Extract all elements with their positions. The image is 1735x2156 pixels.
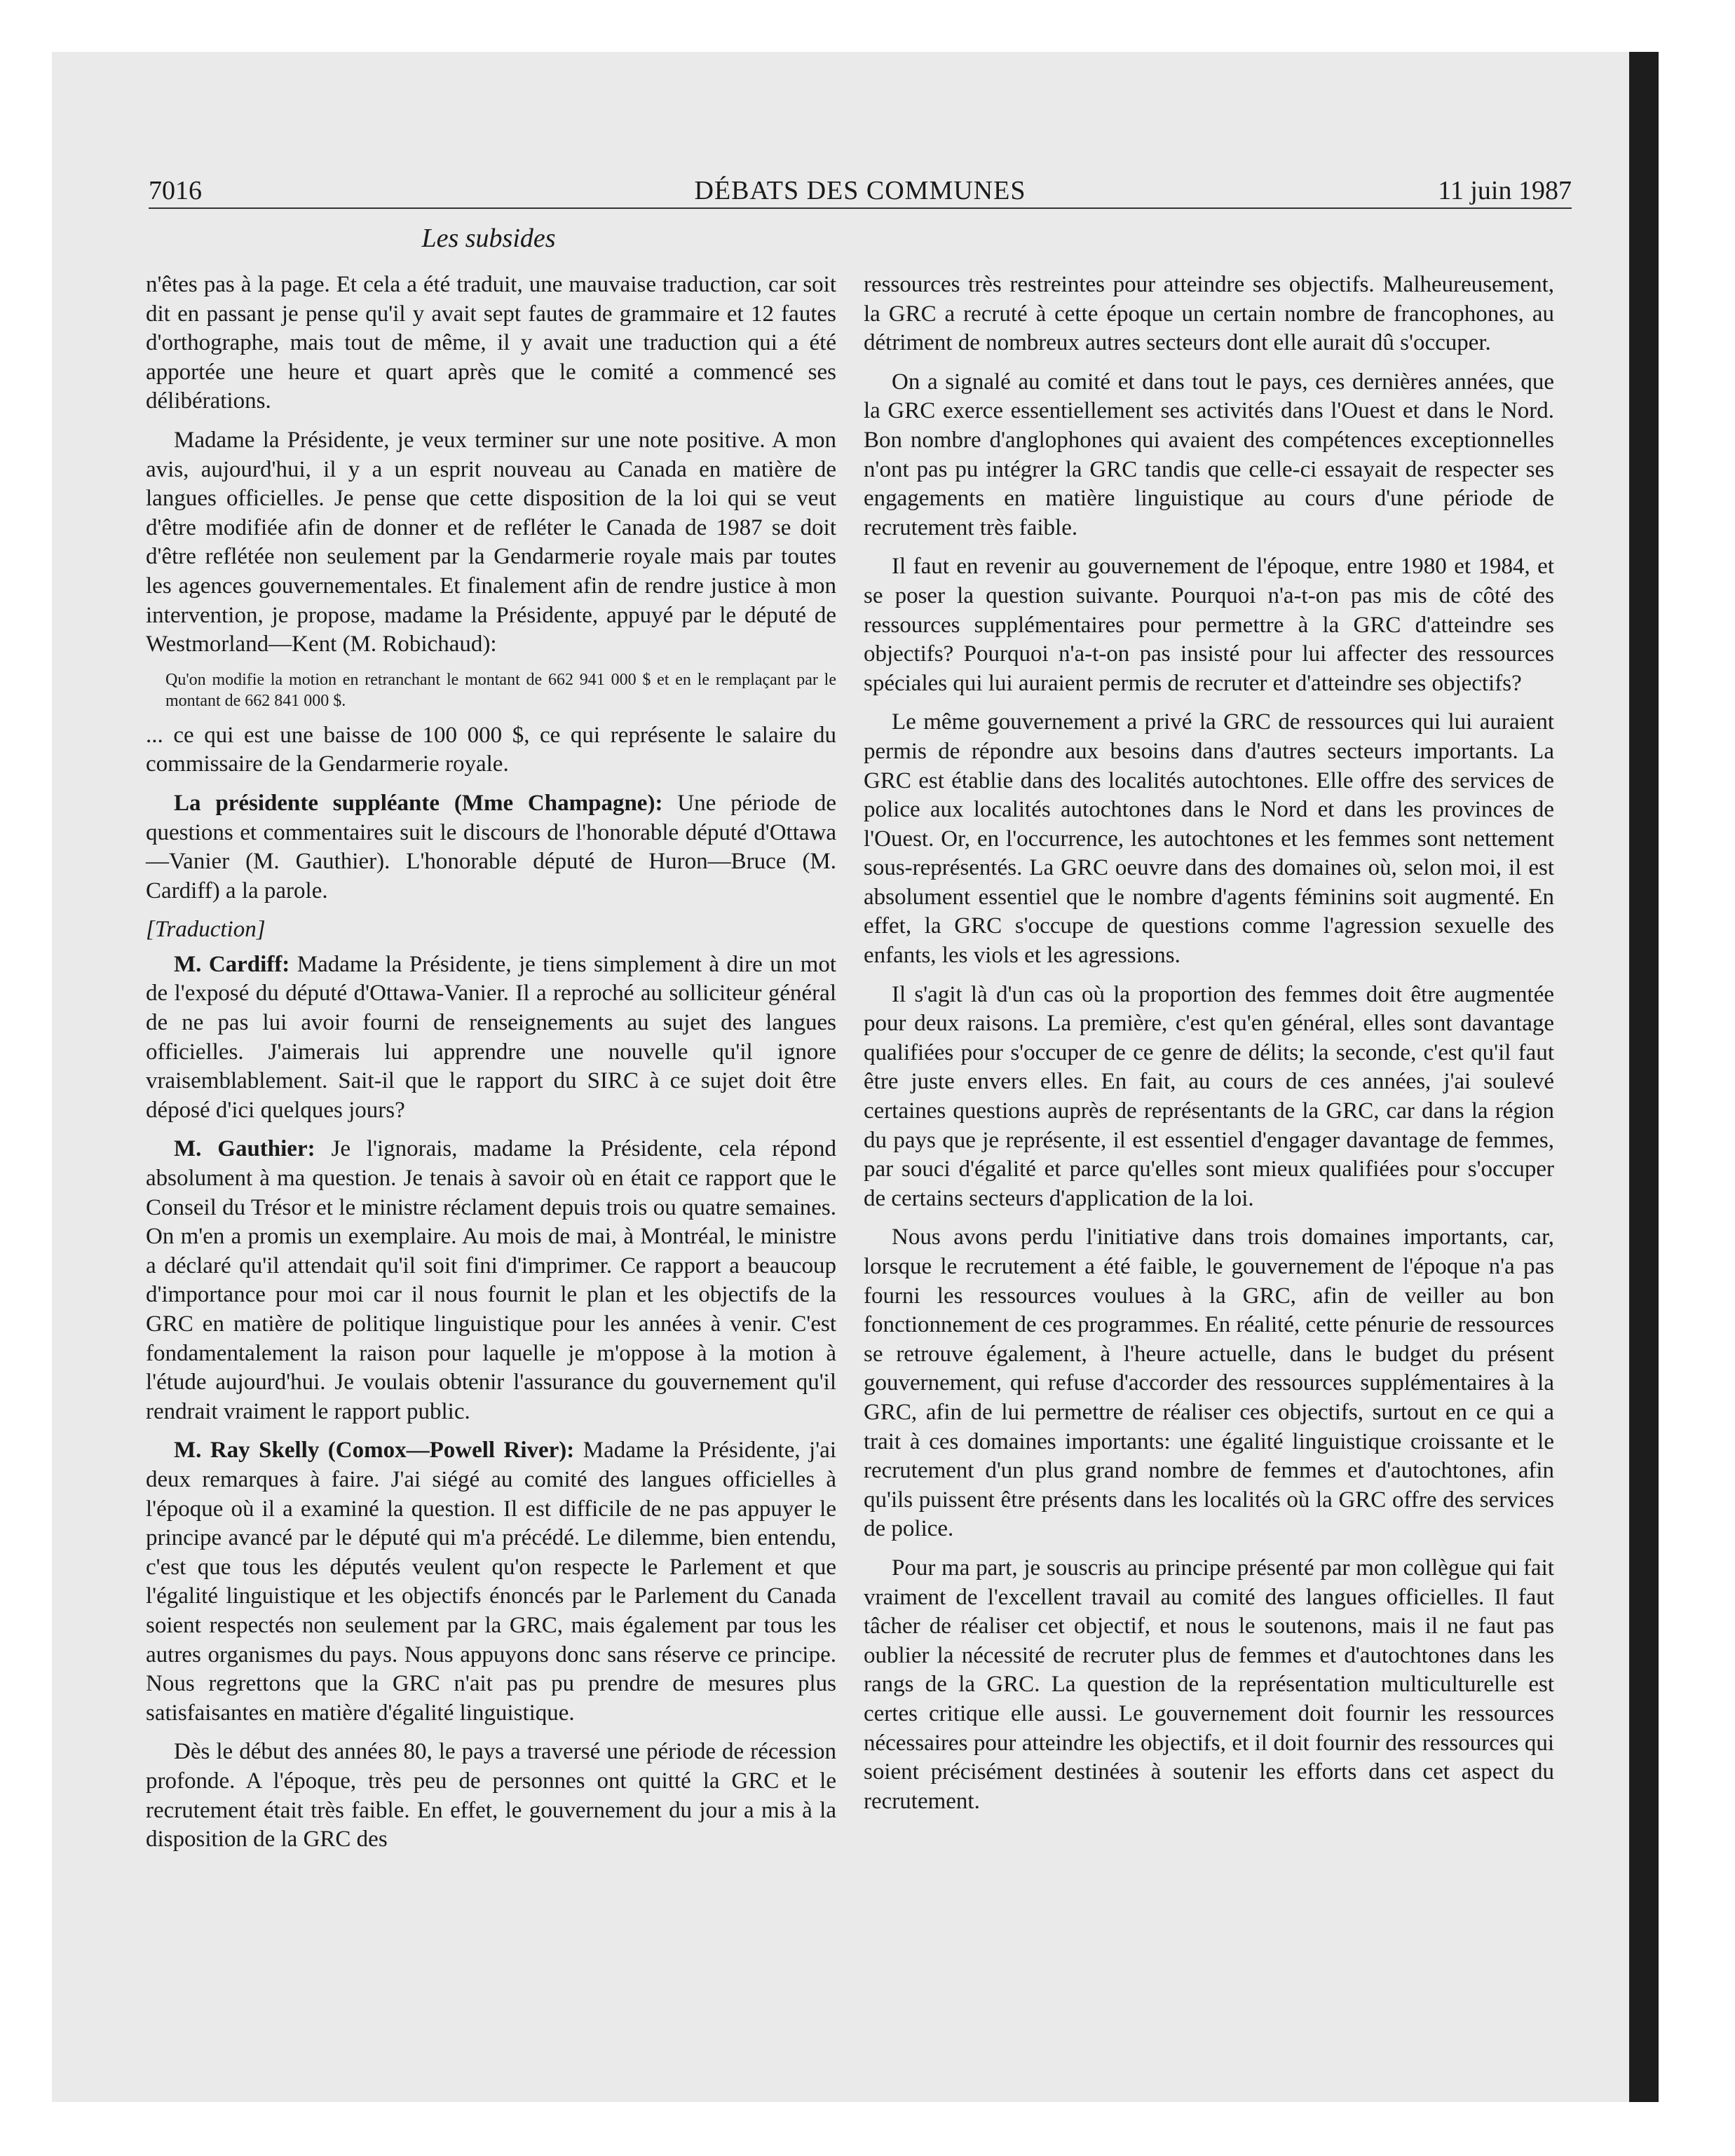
paragraph: Le même gouvernement a privé la GRC de ressources qui lui auraient permis de répondre aux besoins dans d'autres secteurs importants. La GRC est établie dans des localités autochtones. Elle offre des services de police aux localités autochtones dans le Nord et dans les provinces de l'Ouest. Or, en l'occurrence, les autochtones et les femmes sont nettement sous-représentés. La GRC oeuvre dans des domaines où, selon moi, il est absolument essentiel que le nombre d'agents féminins soit augmenté. En effet, la GRC s'occupe de questions comme l'agression sexuelle des enfants, les viols et les agressions. xyxy=(864,709,1554,969)
speaker-name: M. Ray Skelly (Comox—Powell River): xyxy=(174,1438,575,1464)
publication-title: DÉBATS DES COMMUNES xyxy=(694,176,1026,205)
speech-text: Une période de questions et commentaires suit le discours de l'honorable député d'Ottawa—Vanier (M. Gauthier). L'honorable député de Huron—Bruce (M. Cardiff) a la parole. xyxy=(146,790,836,903)
speech-text: Je l'ignorais, madame la Présidente, cela répond absolument à ma question. Je tenais à savoir où en était ce rapport que le Conseil du Trésor et le ministre réclament depuis trois ou quatre semaines. On m'en a promis un exemplaire. Au mois de mai, à Montréal, le ministre a déclaré qu'il attendait qu'il soit fini d'imprimer. Ce rapport a beaucoup d'importance pour moi car il nous fournit le plan et les objectifs de la GRC en matière de politique linguistique pour les années à venir. C'est fondamentalement la raison pour laquelle je m'oppose à la motion à l'étude aujourd'hui. Je voulais obtenir l'assurance du gouvernement qu'il rendrait vraiment le rapport public. xyxy=(146,1136,836,1424)
paragraph: Il faut en revenir au gouvernement de l'époque, entre 1980 et 1984, et se poser la question suivante. Pourquoi n'a-t-on pas mis de côté des ressources supplémentaires pour permettre à la GRC d'atteindre ses objectifs? Pourquoi n'a-t-on pas insisté pour lui affecter des ressources spéciales qui lui auraient permis de recruter et d'atteindre ses objectifs? xyxy=(864,554,1554,696)
binding-edge xyxy=(1629,52,1659,2102)
paragraph: ... ce qui est une baisse de 100 000 $, ce qui représente le salaire du commissaire de la Gendarmerie royale. xyxy=(146,722,836,777)
left-column xyxy=(146,271,836,1864)
paragraph: ressources très restreintes pour atteindre ses objectifs. Malheureusement, la GRC a recruté à cette époque un certain nombre de francophones, au détriment de nombreux autres secteurs dont elle aurait dû s'occuper. xyxy=(864,272,1554,356)
paragraph: n'êtes pas à la page. Et cela a été traduit, une mauvaise traduction, car soit dit en passant je pense qu'il y avait sept fautes de grammaire et 12 fautes d'orthographe, mais tout de même, il y avait une traduction qui a été apportée une heure et quart après que le comité a commencé ses délibérations. xyxy=(146,272,836,414)
speaker-name: La présidente suppléante (Mme Champagne): xyxy=(174,790,663,816)
speech-paragraph xyxy=(146,950,836,1126)
issue-date: 11 juin 1987 xyxy=(1438,176,1572,205)
speech-paragraph xyxy=(146,1135,836,1426)
section-title: Les subsides xyxy=(421,224,556,253)
speaker-name: M. Gauthier: xyxy=(174,1136,315,1162)
paragraph: Il s'agit là d'un cas où la proportion des femmes doit être augmentée pour deux raisons. La première, c'est qu'en général, elles sont davantage qualifiées pour s'occuper de ce genre de délits; la seconde, c'est qu'il faut être juste envers elles. En fait, au cours de ces années, j'ai soulevé certaines questions auprès de représentants de la GRC, car dans la région du pays que je représente, il est essentiel d'engager davantage de femmes, par souci d'égalité et parce qu'elles sont mieux qualifiées pour s'occuper de certains secteurs d'application de la loi. xyxy=(864,981,1554,1211)
speech-paragraph xyxy=(146,789,836,906)
page-number: 7016 xyxy=(149,176,202,205)
motion-text: Qu'on modifie la motion en retranchant le montant de 662 941 000 $ et en le remplaçant par le montant de 662 841 000 $. xyxy=(165,670,836,710)
paragraph: On a signalé au comité et dans tout le pays, ces dernières années, que la GRC exerce essentiellement ses activités dans l'Ouest et dans le Nord. Bon nombre d'anglophones qui avaient des compétences exceptionnelles n'ont pas pu intégrer la GRC tandis que celle-ci essayait de respecter ses engagements en matière linguistique au cours d'une période de recrutement très faible. xyxy=(864,369,1554,540)
right-column xyxy=(864,271,1554,1826)
paragraph: Madame la Présidente, je veux terminer sur une note positive. A mon avis, aujourd'hui, il y a un esprit nouveau au Canada en matière de langues officielles. Je pense que cette disposition de la loi qui se veut d'être modifiée afin de donner et de refléter le Canada de 1987 se doit d'être reflétée non seulement par la Gendarmerie royale mais par toutes les agences gouvernementales. Et finalement afin de rendre justice à mon intervention, je propose, madame la Présidente, appuyé par le député de Westmorland—Kent (M. Robichaud): xyxy=(146,427,836,657)
speech-text: Madame la Présidente, je tiens simplement à dire un mot de l'exposé du député d'Ottawa-Vanier. Il a reproché au solliciteur général de ne pas lui avoir fourni de renseignements au sujet des langues officielles. J'aimerais lui apprendre une nouvelle qu'il ignore vraisemblablement. Sait-il que le rapport du SIRC à ce sujet doit être déposé d'ici quelques jours? xyxy=(146,951,836,1123)
speech-paragraph xyxy=(146,1436,836,1728)
speaker-name: M. Cardiff: xyxy=(174,951,290,977)
paragraph: Pour ma part, je souscris au principe présenté par mon collègue qui fait vraiment de l'excellent travail au comité des langues officielles. Il faut tâcher de réaliser cet objectif, et nous le soutenons, mais il ne faut pas oublier la nécessité de recruter plus de femmes et d'autochtones dans les rangs de la GRC. La question de la représentation multiculturelle est certes critique elle aussi. Le gouvernement doit fournir les ressources nécessaires pour atteindre les objectifs, et il doit fournir des ressources qui soient précisément destinées à soutenir les efforts dans cet aspect du recrutement. xyxy=(864,1555,1554,1814)
speech-text: Madame la Présidente, j'ai deux remarques à faire. J'ai siégé au comité des langues officielles à l'époque où il a examiné la question. Il est difficile de ne pas appuyer le principe avancé par le député qui m'a précédé. Le dilemme, bien entendu, c'est que tous les députés veulent qu'on respecte le Parlement et que l'égalité linguistique et les objectifs énoncés par le Parlement du Canada soient respectés non seulement par la GRC, mais également par tous les autres organismes du pays. Nous appuyons donc sans réserve ce principe. Nous regrettons que la GRC n'ait pas pu prendre de mesures plus satisfaisantes en matière d'égalité linguistique. xyxy=(146,1438,836,1726)
header-rule xyxy=(149,207,1572,209)
paragraph: Dès le début des années 80, le pays a traversé une période de récession profonde. A l'époque, très peu de personnes ont quitté la GRC et le recrutement était très faible. En effet, le gouvernement du jour a mis à la disposition de la GRC des xyxy=(146,1739,836,1853)
paragraph: Nous avons perdu l'initiative dans trois domaines importants, car, lorsque le recrutement a été faible, le gouvernement de l'époque n'a pas fourni les ressources voulues à la GRC, afin de veiller au bon fonctionnement de ces programmes. En réalité, cette pénurie de ressources se retrouve également, à l'heure actuelle, dans le budget du présent gouvernement, qui refuse d'accorder des ressources supplémentaires à la GRC, afin de lui permettre de réaliser ces objectifs, surtout en ce qui a trait à ces domaines importants: une égalité linguistique croissante et le recrutement d'un plus grand nombre de femmes et d'autochtones, afin qu'ils puissent être présents dans les localités où la GRC offre des services de police. xyxy=(864,1224,1555,1542)
translation-note: [Traduction] xyxy=(146,917,266,943)
running-header xyxy=(149,175,1572,210)
